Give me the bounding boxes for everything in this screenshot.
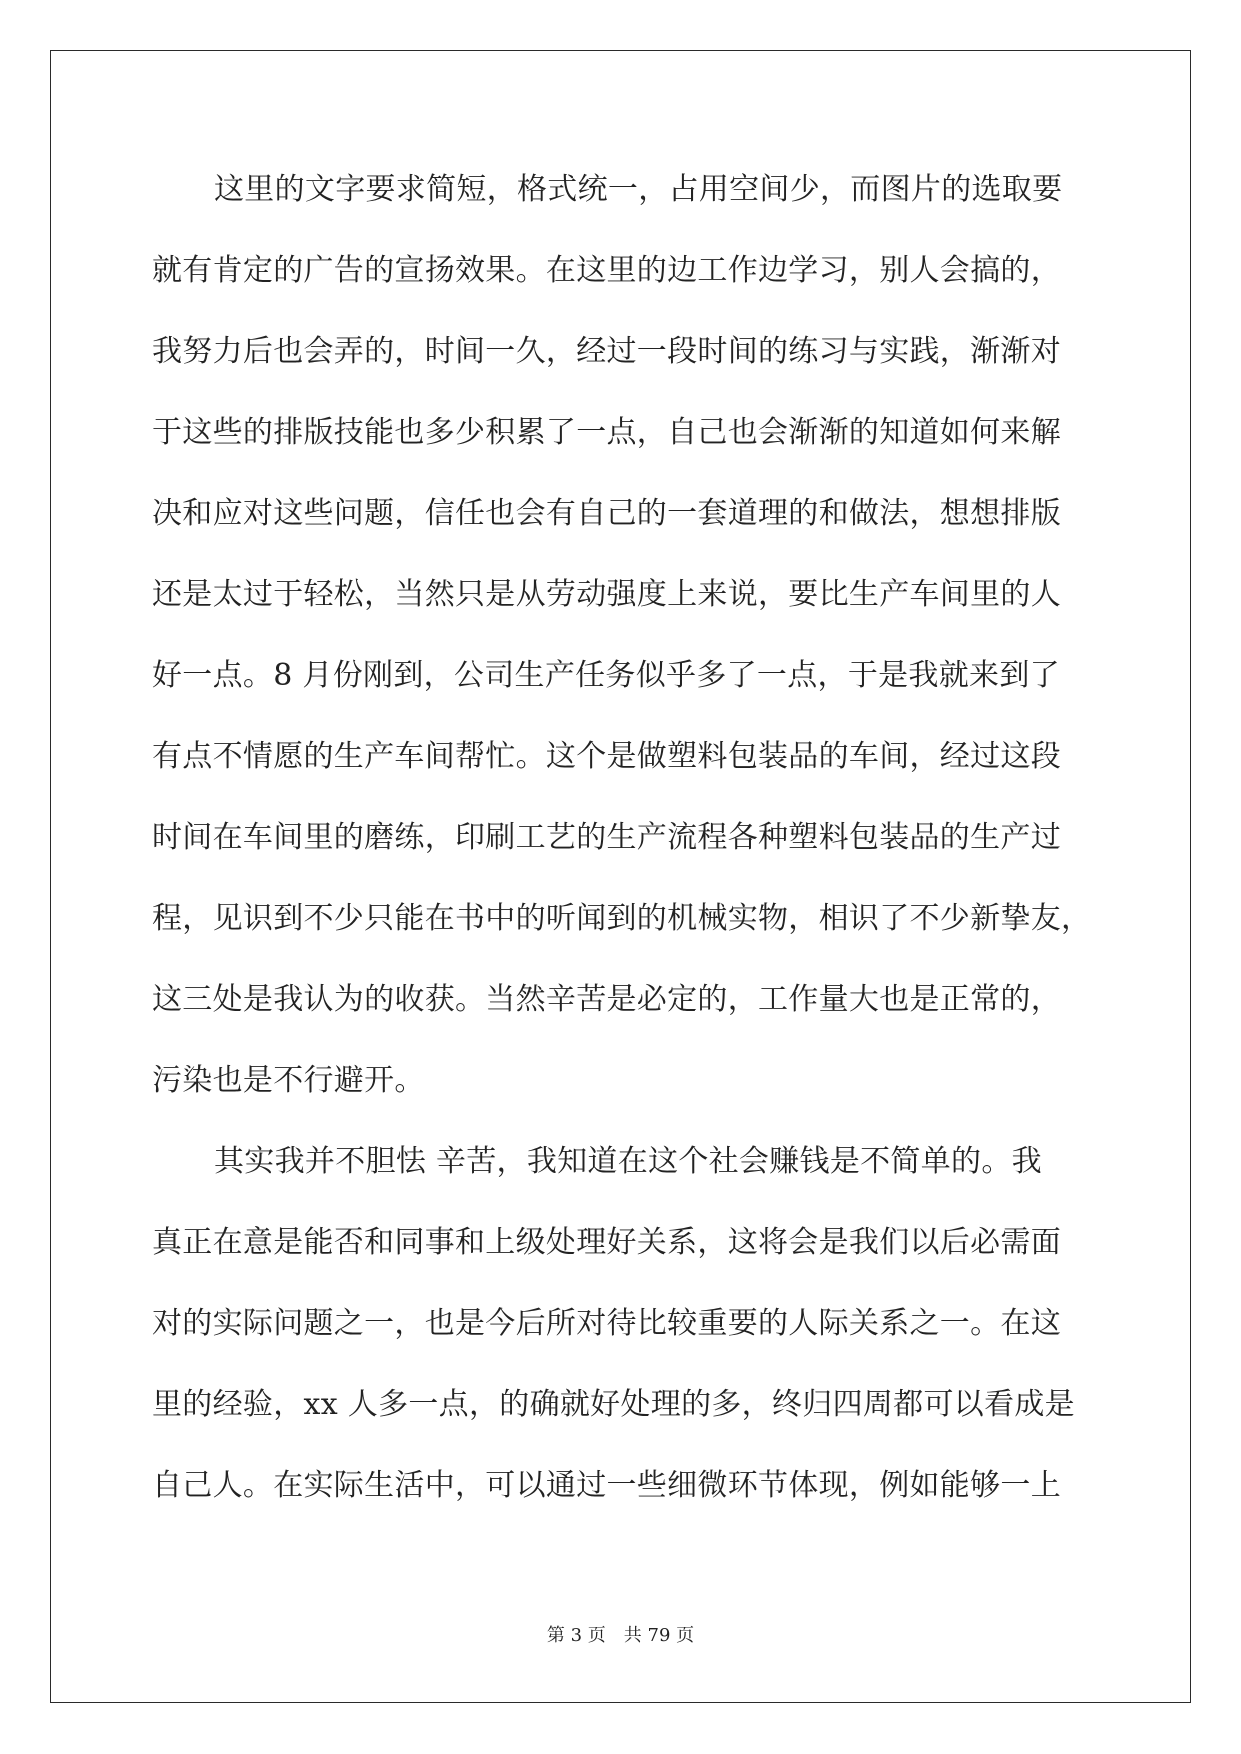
page-number-current: 第 3 页 <box>546 1625 606 1646</box>
document-body <box>152 162 1090 1539</box>
paragraph-2-line-2: 真正在意是能否和同事和上级处理好关系，这将会是我们以后必需面 <box>152 1225 1061 1260</box>
paragraph-2-line-4: 里的经验，xx 人多一点，的确就好处理的多，终归四周都可以看成是 <box>152 1387 1075 1422</box>
paragraph-1-line-7: 好一点。8 月份刚到，公司生产任务似乎多了一点，于是我就来到了 <box>152 658 1060 693</box>
paragraph-1-line-5: 决和应对这些问题，信任也会有自己的一套道理的和做法，想想排版 <box>152 496 1061 531</box>
paragraph-1-line-11: 这三处是我认为的收获。当然辛苦是必定的，工作量大也是正常的， <box>152 982 1061 1017</box>
paragraph-2-line-3: 对的实际问题之一，也是今后所对待比较重要的人际关系之一。在这 <box>152 1306 1061 1341</box>
paragraph-2-line-1: 其实我并不胆怯 辛苦，我知道在这个社会赚钱是不简单的。我 <box>214 1144 1042 1179</box>
paragraph-1-line-8: 有点不情愿的生产车间帮忙。这个是做塑料包装品的车间，经过这段 <box>152 739 1061 774</box>
paragraph-1-line-4: 于这些的排版技能也多少积累了一点，自己也会渐渐的知道如何来解 <box>152 415 1061 450</box>
paragraph-2-line-5: 自己人。在实际生活中，可以通过一些细微环节体现，例如能够一上 <box>152 1468 1061 1503</box>
paragraph-1-line-2: 就有肯定的广告的宣扬效果。在这里的边工作边学习，别人会搞的， <box>152 253 1061 288</box>
paragraph-1-line-6: 还是太过于轻松，当然只是从劳动强度上来说，要比生产车间里的人 <box>152 577 1061 612</box>
paragraph-1-line-10: 程，见识到不少只能在书中的听闻到的机械实物，相识了不少新挚友， <box>152 901 1092 936</box>
paragraph-1-line-3: 我努力后也会弄的，时间一久，经过一段时间的练习与实践，渐渐对 <box>152 334 1061 369</box>
paragraph-1-line-9: 时间在车间里的磨练，印刷工艺的生产流程各种塑料包装品的生产过 <box>152 820 1061 855</box>
paragraph-1-line-1: 这里的文字要求简短，格式统一，占用空间少，而图片的选取要 <box>214 172 1063 207</box>
page-footer <box>0 1621 1241 1647</box>
page-number-total: 共 79 页 <box>623 1625 695 1646</box>
paragraph-1-line-12: 污染也是不行避开。 <box>152 1063 425 1098</box>
